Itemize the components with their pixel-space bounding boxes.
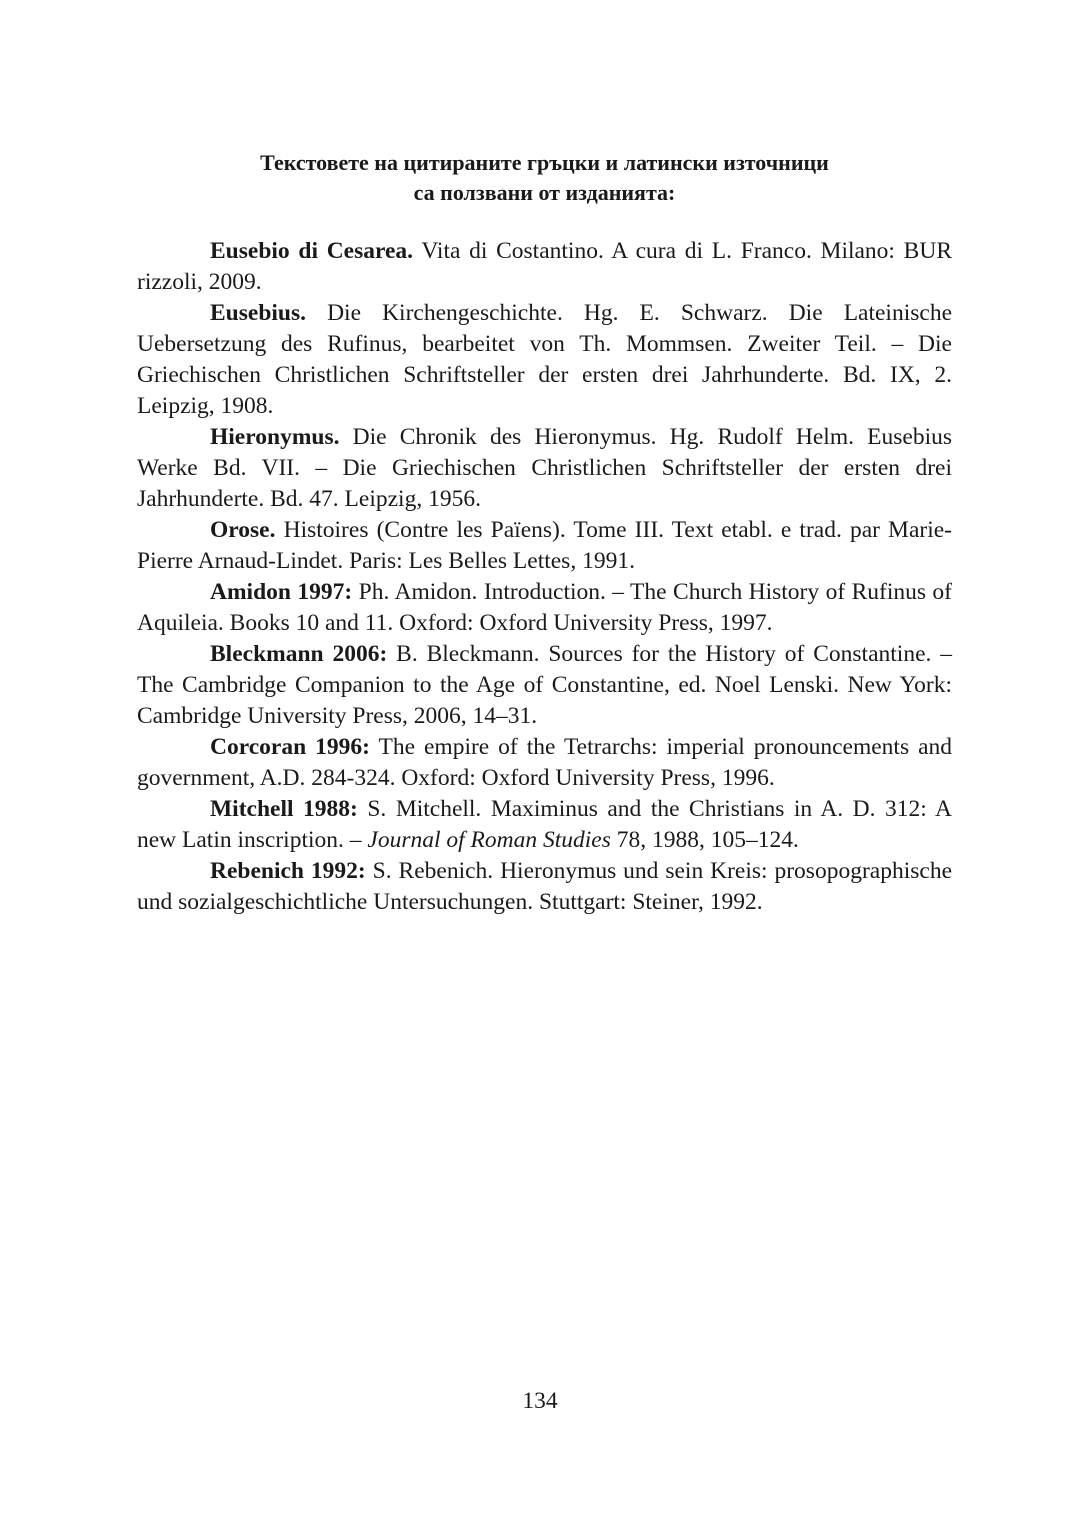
reference-text: Ph. Amidon. Introduction. – The Church History of Rufinus of Aquileia. Books 10 and 11. Oxford: Oxford University Press, 1997. (137, 579, 953, 636)
reference-corcoran-1996 (137, 732, 952, 794)
reference-author: Bleckmann 2006: (210, 641, 388, 667)
reference-author: Rebenich 1992: (210, 858, 366, 884)
reference-list (137, 236, 952, 918)
reference-author: Eusebius. (210, 300, 307, 326)
reference-hieronymus (137, 422, 952, 515)
reference-eusebius (137, 298, 952, 422)
reference-author: Mitchell 1988: (210, 796, 358, 822)
heading-line-1: Текстовете на цитираните гръцки и латински източници (260, 150, 829, 175)
page-number: 134 (522, 1388, 558, 1414)
reference-text: B. Bleckmann. Sources for the History of Constantine. – The Cambridge Companion to the Age of Constantine, ed. Noel Lenski. New York: Cambridge University Press, 2006, 14–31. (137, 641, 952, 729)
reference-author: Eusebio di Cesarea. (210, 238, 414, 264)
section-heading (137, 148, 952, 208)
reference-text: The empire of the Tetrarchs: imperial pronouncements and government, A.D. 284-324. Oxford: Oxford University Press, 1996. (137, 734, 952, 791)
reference-orose (137, 515, 952, 577)
reference-author: Corcoran 1996: (210, 734, 370, 760)
reference-text: Die Kirchengeschichte. Hg. E. Schwarz. Die Lateinische Uebersetzung des Rufinus, bearbeitet von Th. Mommsen. Zweiter Teil. – Die Griechischen Christlichen Schriftsteller der ersten drei Jahrhunderte. Bd. IX, 2. Leipzig, 1908. (137, 300, 952, 419)
reference-author: Amidon 1997: (210, 579, 353, 605)
reference-mitchell-1988 (137, 794, 952, 856)
reference-text-after: 78, 1988, 105–124. (610, 827, 799, 853)
reference-text: S. Rebenich. Hieronymus und sein Kreis: prosopographische und sozialgeschichtliche Untersuchungen. Stuttgart: Steiner, 1992. (137, 858, 952, 915)
reference-rebenich-1992 (137, 856, 952, 918)
reference-text: Histoires (Contre les Païens). Tome III. Text etabl. e trad. par Marie-Pierre Arnaud-Lindet. Paris: Les Belles Lettes, 1991. (137, 517, 952, 574)
reference-text: S. Mitchell. Maximinus and the Christians in A. D. 312: A new Latin inscription. – (137, 796, 952, 853)
reference-journal-title: Journal of Roman Studies (367, 827, 611, 853)
reference-bleckmann-2006 (137, 639, 952, 732)
heading-line-2: са ползвани от изданията: (413, 180, 676, 205)
reference-amidon-1997 (137, 577, 952, 639)
reference-text: Vita di Costantino. A cura di L. Franco. Milano: BUR rizzoli, 2009. (137, 238, 952, 295)
reference-text: Die Chronik des Hieronymus. Hg. Rudolf Helm. Eusebius Werke Bd. VII. – Die Griechischen Christlichen Schriftsteller der ersten drei Jahrhunderte. Bd. 47. Leipzig, 1956. (137, 424, 952, 512)
reference-eusebio-di-cesarea (137, 236, 952, 298)
reference-author: Hieronymus. (210, 424, 340, 450)
reference-author: Orose. (210, 517, 276, 543)
